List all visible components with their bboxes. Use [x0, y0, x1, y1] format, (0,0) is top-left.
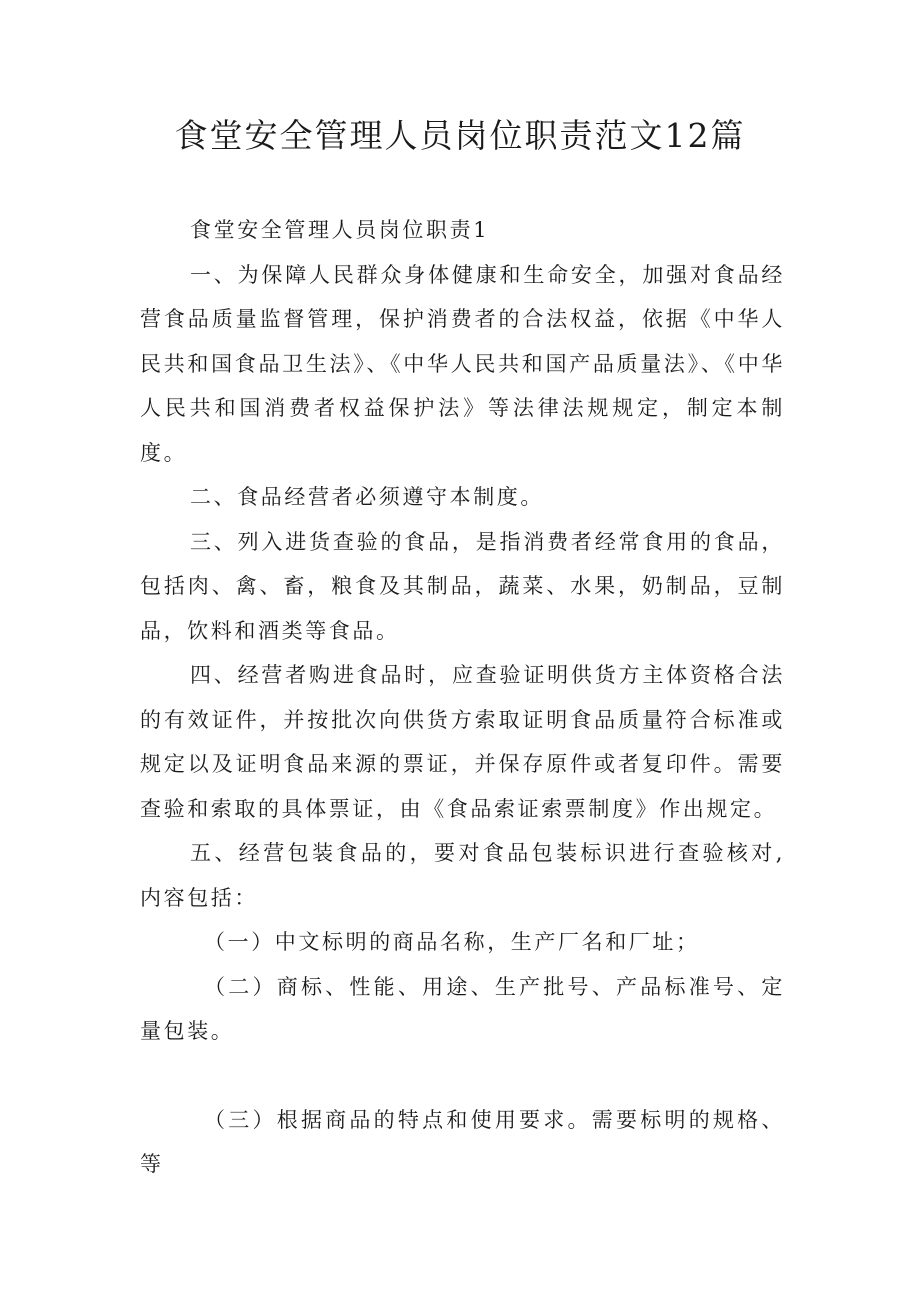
paragraph-4: 四、经营者购进食品时，应查验证明供货方主体资格合法的有效证件，并按批次向供货方索取证明食品质量符合标准或规定以及证明食品来源的票证，并保存原件或者复印件。需要查验和索取的具体票证，由《食品索证索票制度》作出规定。 — [140, 663, 785, 821]
document-body — [140, 208, 785, 1187]
sub-item-3: （三）根据商品的特点和使用要求。需要标明的规格、等 — [140, 1107, 785, 1176]
paragraph-3: 三、列入进货查验的食品，是指消费者经常食用的食品，包括肉、禽、畜，粮食及其制品，蔬菜、水果，奶制品，豆制品，饮料和酒类等食品。 — [140, 529, 785, 643]
paragraph-1: 一、为保障人民群众身体健康和生命安全，加强对食品经营食品质量监督管理，保护消费者的合法权益，依据《中华人民共和国食品卫生法》、《中华人民共和国产品质量法》、《中华人民共和国消费者权益保护法》等法律法规规定，制定本制度。 — [140, 262, 785, 465]
document-title: 食堂安全管理人员岗位职责范文12篇 — [174, 116, 746, 155]
sub-item-1: （一）中文标明的商品名称，生产厂名和厂址； — [204, 930, 700, 954]
section-heading: 食堂安全管理人员岗位职责1 — [190, 218, 490, 242]
paragraph-2: 二、食品经营者必须遵守本制度。 — [190, 485, 544, 509]
blank-line — [140, 1054, 785, 1098]
paragraph-5: 五、经营包装食品的，要对食品包装标识进行查验核对,内容包括： — [140, 841, 785, 910]
sub-item-2: （二）商标、性能、用途、生产批号、产品标准号、定量包装。 — [140, 974, 785, 1043]
